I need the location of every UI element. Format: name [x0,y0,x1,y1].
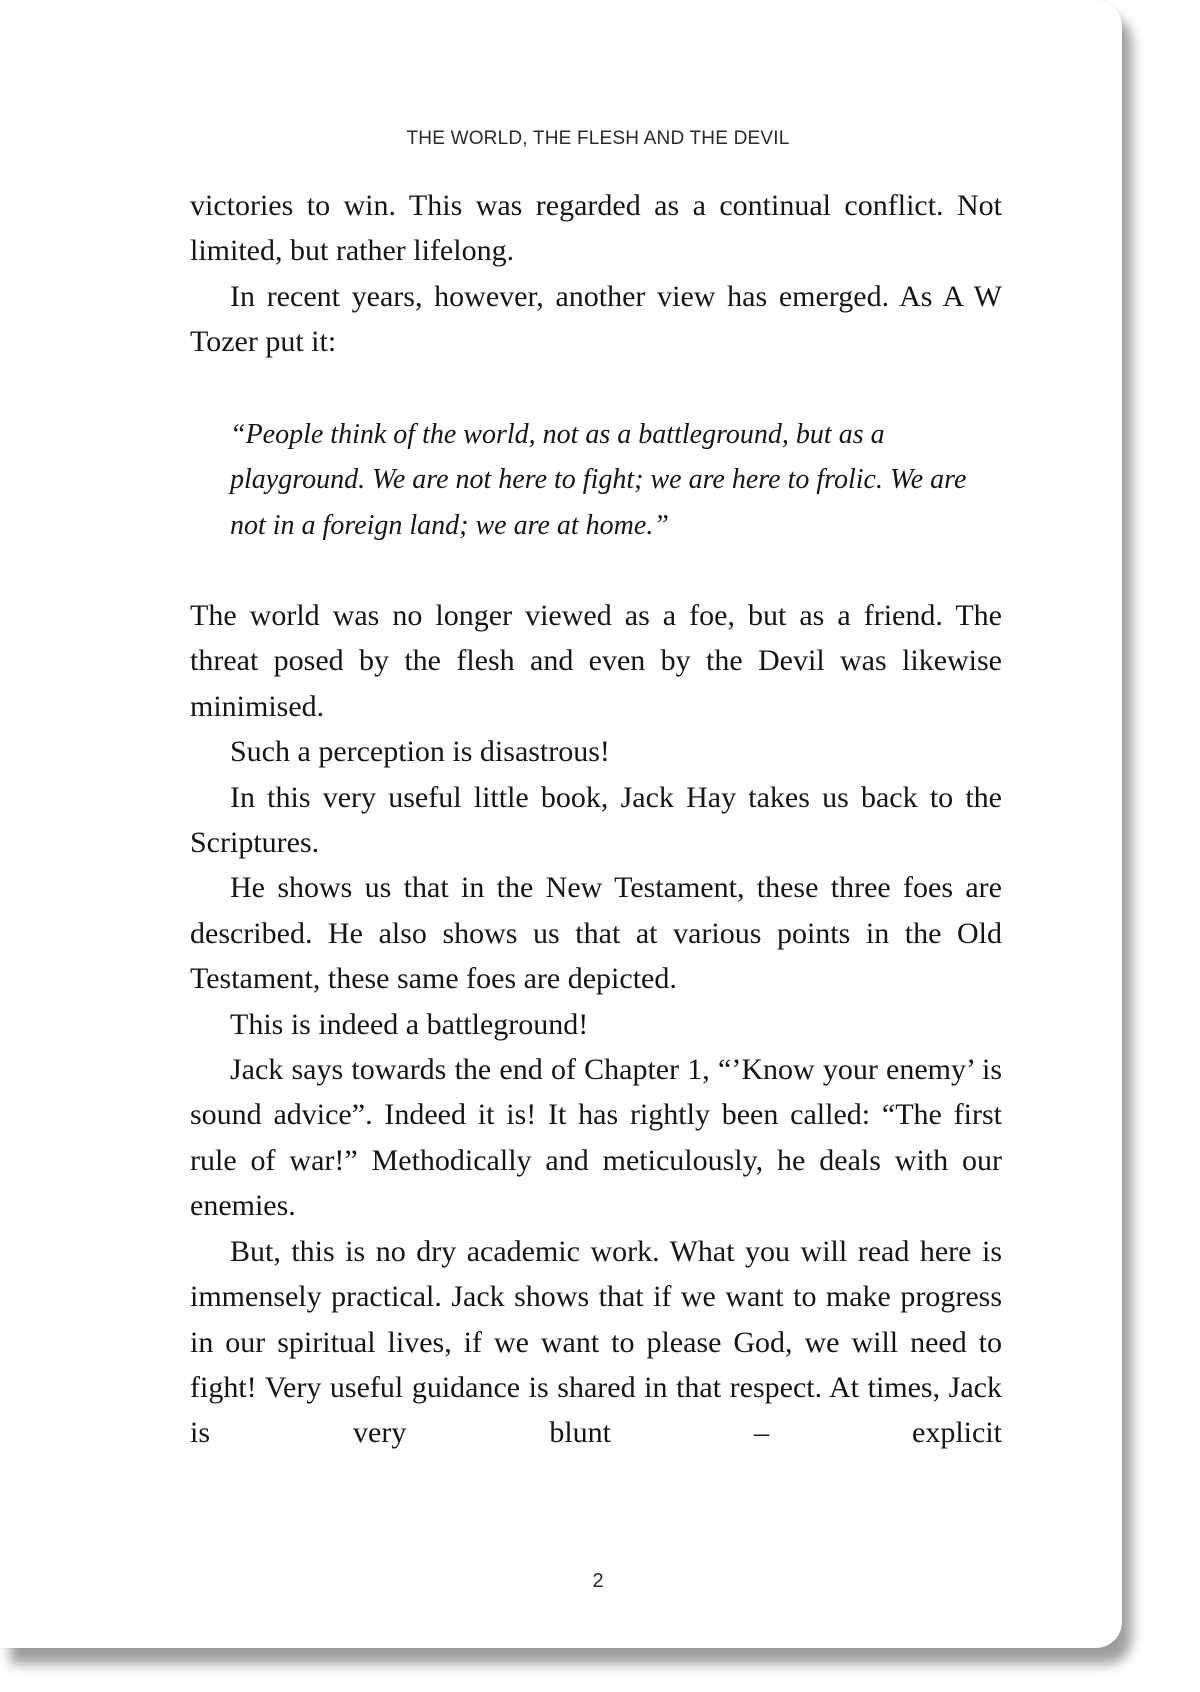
paragraph: In this very useful little book, Jack Hay takes us back to the Scriptures. [190,780,1002,860]
paragraph: Jack says towards the end of Chapter 1, “’Know your enemy’ is sound advice”. Indeed it is! It has rightly been called: “The first rule of war!” Methodically and meticulously, he deals with our enemies. [190,1053,1002,1223]
body-text-lower [190,593,1002,1456]
paragraph: In recent years, however, another view has emerged. As A W Tozer put it: [190,279,1002,359]
paragraph: This is indeed a battleground! [230,1007,589,1041]
paragraph: victories to win. This was regarded as a continual conflict. Not limited, but rather lifelong. [190,189,1002,268]
running-head: THE WORLD, THE FLESH AND THE DEVIL [406,128,790,149]
paragraph: But, this is no dry academic work. What you will read here is immensely practical. Jack shows that if we want to make progress in our spiritual lives, if we want to please God, we will need to fight! Very useful guidance is shared in that respect. At times, Jack is very blunt – explicit [190,1234,1002,1450]
quote-text: “People think of the world, not as a battleground, but as a playground. We are not here to fight; we are here to frolic. We are not in a foreign land; we are at home.” [230,419,967,541]
paragraph: The world was no longer viewed as a foe, but as a friend. The threat posed by the flesh and even by the Devil was likewise minimised. [190,599,1002,723]
page-number: 2 [592,1570,604,1592]
body-text-upper [190,183,1002,365]
paragraph: He shows us that in the New Testament, these three foes are described. He also shows us that at various points in the Old Testament, these same foes are depicted. [190,871,1002,996]
paragraph: Such a perception is disastrous! [230,735,610,769]
block-quote [230,412,970,548]
